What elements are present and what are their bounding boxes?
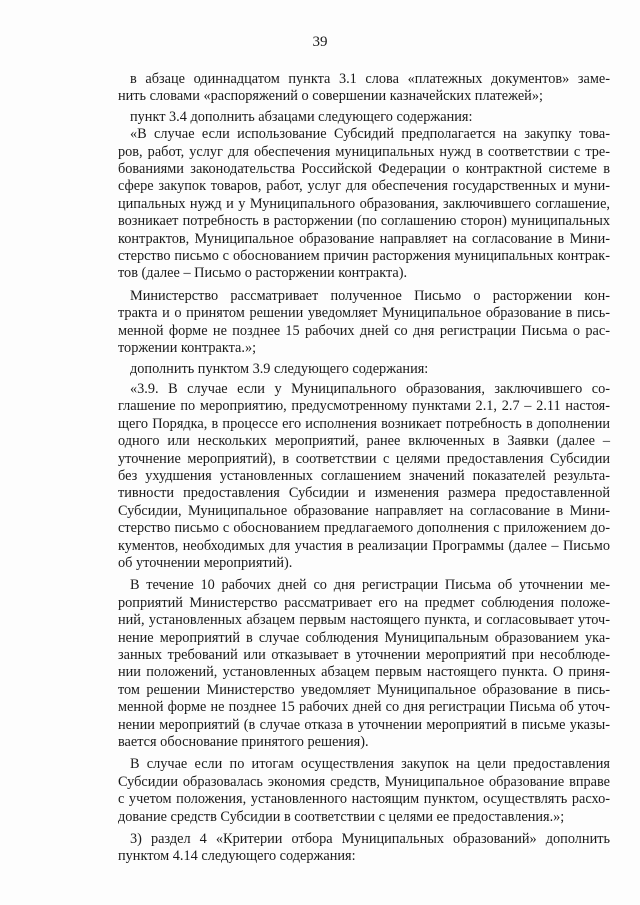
text-line: нение мероприятий в случае соблюдения Муниципальным образованием ука-: [118, 629, 610, 646]
text-line: роприятий Министерство рассматривает его на предмет соблюдения положе-: [118, 594, 610, 611]
text-line: стерство письмо с обоснованием предлагаемого дополнения с приложением до-: [118, 520, 610, 537]
text-line: ний, установленных абзацем первым настоящего пункта, и согласовывает уточ-: [118, 612, 610, 629]
text-line: «В случае если использование Субсидий предполагается на закупку това-: [130, 126, 610, 143]
text-line: бованиями законодательства Российской Федерации о контрактной системе в: [118, 161, 610, 178]
document-body: [118, 71, 610, 866]
text-line: возникает потребность в расторжении (по соглашению сторон) муниципальных: [118, 213, 610, 230]
text-line: ципальных нужд и у Муниципального образования, заключившего соглашение,: [118, 195, 610, 212]
text-line: одного или нескольких мероприятий, ранее включенных в Заявки (далее –: [118, 433, 610, 450]
text-line: торжении контракта.»;: [118, 340, 257, 357]
text-line: том решении Министерство уведомляет Муниципальное образование в пись-: [118, 681, 610, 698]
text-line: пункт 3.4 дополнить абзацами следующего содержания:: [130, 108, 473, 125]
text-line: «3.9. В случае если у Муниципального образования, заключившего со-: [130, 380, 610, 397]
text-line: Субсидии образовалась экономия средств, Муниципальное образование вправе: [118, 773, 610, 790]
text-line: об уточнении мероприятий).: [118, 554, 293, 571]
text-line: менной форме не позднее 15 рабочих дней со дня регистрации Письма об уточ-: [118, 699, 610, 716]
text-line: щего Порядка, в процессе его исполнения возникает потребность в дополнении: [118, 415, 610, 432]
text-line: нить словами «распоряжений о совершении казначейских платежей»;: [118, 88, 543, 105]
text-line: менной форме не позднее 15 рабочих дней со дня регистрации Письма о рас-: [118, 322, 610, 339]
text-line: тракта и о принятом решении уведомляет Муниципальное образование в пись-: [118, 305, 610, 322]
text-line: в абзаце одиннадцатом пункта 3.1 слова «платежных документов» заме-: [130, 71, 610, 87]
text-line: занных требований или отказывает в уточнении мероприятий при несоблюде-: [118, 647, 610, 663]
text-line: Субсидии, Муниципальное образование направляет на согласование в Мини-: [118, 502, 610, 519]
text-line: контрактов, Муниципальное образование направляет на согласование в Мини-: [118, 230, 610, 247]
text-line: стерство письмо с обоснованием причин расторжения муниципальных контрак-: [118, 248, 610, 265]
text-line: уточнение мероприятий), в соответствии с целями предоставления Субсидии: [118, 450, 610, 467]
text-line: ров, работ, услуг для обеспечения муниципальных нужд в соответствии с тре-: [118, 143, 610, 160]
page-number: 39: [312, 34, 328, 50]
text-line: кументов, необходимых для участия в реализации Программы (далее – Письмо: [118, 537, 610, 554]
text-line: сфере закупок товаров, работ, услуг для обеспечения государственных и муни-: [118, 178, 610, 195]
text-line: 3) раздел 4 «Критерии отбора Муниципальных образований» дополнить: [130, 831, 610, 848]
text-line: пунктом 4.14 следующего содержания:: [118, 848, 356, 865]
text-line: без ухудшения установленных соглашением значений показателей результа-: [118, 467, 610, 484]
text-line: В случае если по итогам осуществления закупок на цели предоставления: [130, 756, 610, 773]
text-line: глашение по мероприятию, предусмотренному пунктами 2.1, 2.7 – 2.11 настоя-: [118, 398, 610, 415]
text-line: дование средств Субсидии в соответствии с целями ее предоставления.»;: [118, 808, 565, 825]
text-line: нении мероприятий (в случае отказа в уточнении мероприятий в письме указы-: [118, 716, 610, 733]
text-line: с учетом положения, установленного настоящим пунктом, осуществлять расхо-: [118, 791, 610, 808]
text-line: дополнить пунктом 3.9 следующего содержания:: [130, 360, 429, 377]
text-line: Министерство рассматривает полученное Письмо о расторжении кон-: [130, 287, 610, 304]
text-line: тов (далее – Письмо о расторжении контракта).: [118, 265, 408, 282]
text-line: В течение 10 рабочих дней со дня регистрации Письма об уточнении ме-: [130, 577, 610, 594]
text-line: тивности предоставления Субсидии и изменения размера предоставленной: [118, 485, 610, 502]
text-line: вается обоснование принятого решения).: [118, 734, 369, 751]
text-line: нии положений, установленных абзацем первым настоящего пункта. О приня-: [118, 664, 610, 681]
